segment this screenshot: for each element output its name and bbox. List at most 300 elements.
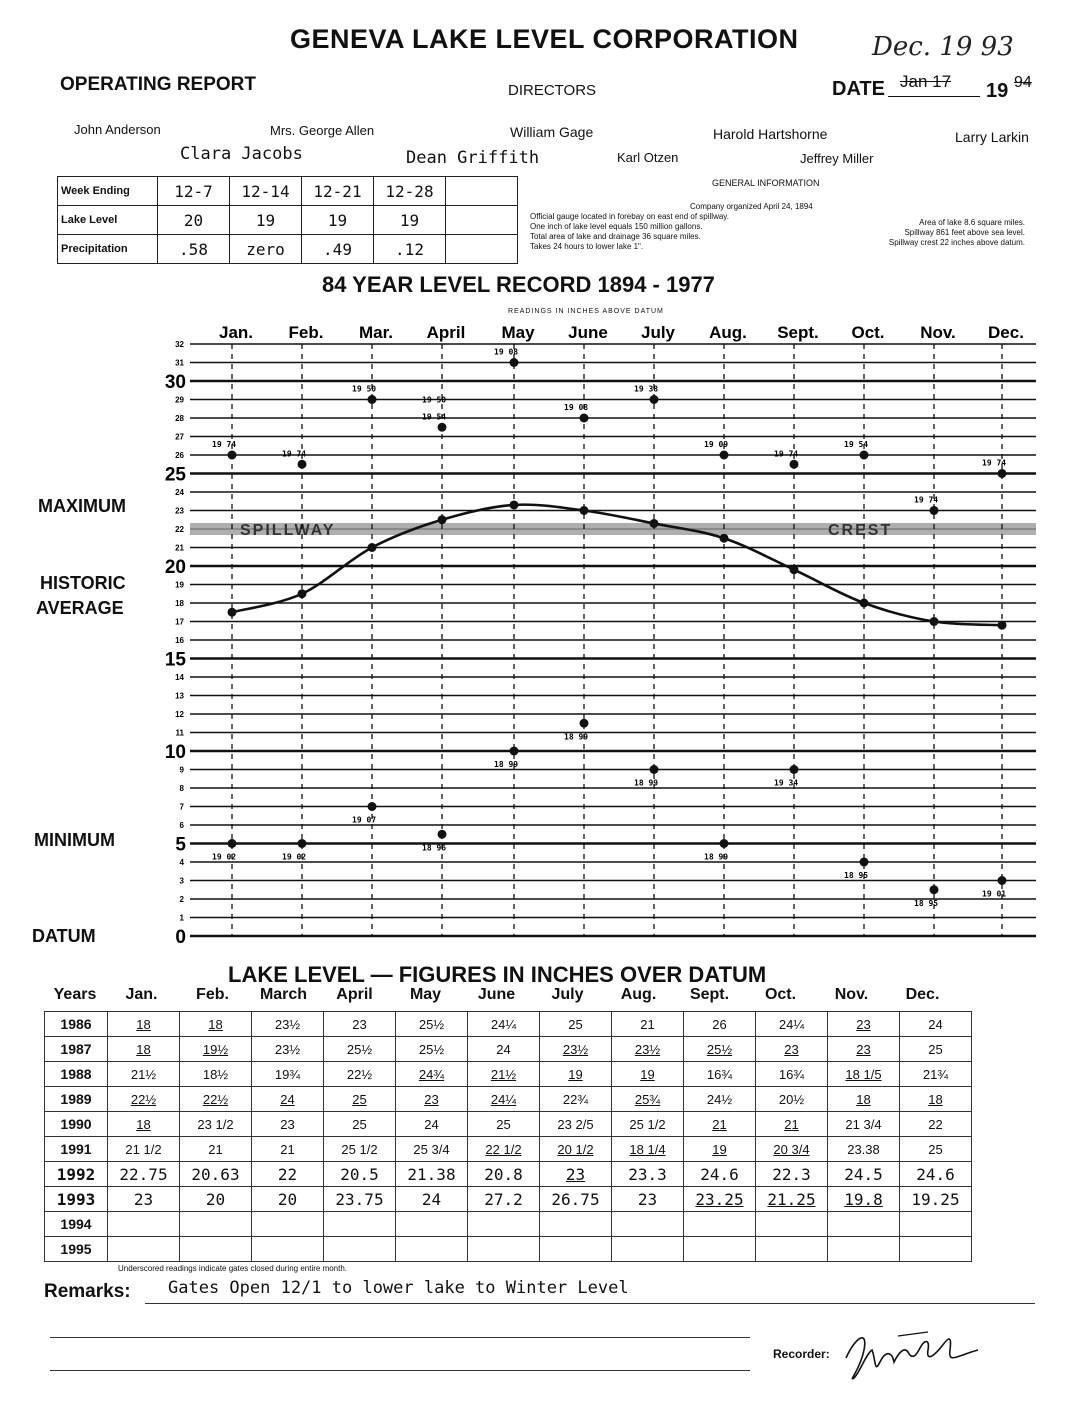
- table-row: [45, 1062, 972, 1087]
- minimum-year-label: 18 96: [422, 843, 447, 853]
- value-cell: 22.3: [756, 1162, 828, 1187]
- value-cell: 23 1/2: [180, 1112, 252, 1137]
- remarks-line: [145, 1303, 1035, 1304]
- value-cell: 25½: [684, 1037, 756, 1062]
- datum-label: DATUM: [32, 926, 96, 946]
- value-cell: [828, 1237, 900, 1262]
- level-cell: 19: [230, 206, 302, 235]
- column-header: Feb.: [196, 986, 229, 1003]
- value-cell: 19: [612, 1062, 684, 1087]
- value-cell: 16¾: [756, 1062, 828, 1087]
- table-row: [45, 1137, 972, 1162]
- value-cell: 22¾: [540, 1087, 612, 1112]
- info-organized: Company organized April 24, 1894: [690, 202, 813, 211]
- month-label: Feb.: [288, 323, 324, 342]
- month-label: Sept.: [777, 323, 819, 342]
- average-point: [228, 608, 237, 617]
- value-cell: 20 3/4: [756, 1137, 828, 1162]
- average-point: [860, 599, 869, 608]
- value-cell: 23½: [252, 1037, 324, 1062]
- y-tick-label: 25: [164, 464, 186, 486]
- value-cell: 23: [108, 1187, 180, 1212]
- maximum-point: [860, 451, 869, 460]
- value-cell: 25: [900, 1037, 972, 1062]
- value-cell: 19: [540, 1062, 612, 1087]
- director-name: Larry Larkin: [955, 129, 1029, 145]
- value-cell: 23.38: [828, 1137, 900, 1162]
- minimum-year-label: 18 99: [494, 760, 519, 769]
- value-cell: [324, 1212, 396, 1237]
- month-label: Mar.: [358, 323, 394, 342]
- value-cell: 24¼: [756, 1012, 828, 1037]
- column-header: Oct.: [764, 986, 797, 1003]
- maximum-point: [510, 358, 519, 367]
- column-header: Years: [53, 986, 97, 1003]
- director-name: Dean Griffith: [406, 148, 540, 168]
- year-cell: 1986: [45, 1012, 108, 1037]
- y-tick-label: 5: [175, 834, 186, 856]
- value-cell: 18: [108, 1037, 180, 1062]
- date-year-struck: 94: [1014, 74, 1032, 91]
- value-cell: [540, 1237, 612, 1262]
- info-line: Spillway 861 feet above sea level.: [904, 228, 1025, 237]
- precipitation-label: Precipitation: [58, 235, 158, 264]
- y-tick-label: 2: [179, 895, 184, 904]
- value-cell: 24: [252, 1087, 324, 1112]
- info-line: Area of lake 8.6 square miles.: [919, 218, 1025, 227]
- minimum-year-label: 19 34: [774, 778, 799, 788]
- minimum-year-label: 19 01: [982, 889, 1007, 899]
- value-cell: [612, 1212, 684, 1237]
- table-row: [45, 1087, 972, 1112]
- value-cell: [828, 1212, 900, 1237]
- value-cell: 25 1/2: [324, 1137, 396, 1162]
- value-cell: 25½: [396, 1012, 468, 1037]
- value-cell: 20.5: [324, 1162, 396, 1187]
- y-tick-label: 26: [175, 451, 184, 460]
- average-point: [650, 519, 659, 528]
- value-cell: 27.2: [468, 1187, 540, 1212]
- value-cell: [108, 1237, 180, 1262]
- handwritten-date: Dec. 19 93: [872, 32, 1014, 62]
- minimum-point: [368, 802, 377, 811]
- y-tick-label: 16: [175, 636, 184, 645]
- value-cell: 18: [108, 1112, 180, 1137]
- maximum-year-label: 19 74: [282, 449, 307, 459]
- historic-label: HISTORIC: [40, 573, 126, 593]
- week-cell: 12-14: [230, 177, 302, 206]
- recorder-signature: [838, 1316, 988, 1388]
- page-title: GENEVA LAKE LEVEL CORPORATION: [290, 24, 799, 54]
- value-cell: 21: [612, 1012, 684, 1037]
- value-cell: 21: [180, 1137, 252, 1162]
- week-cell: 12-21: [302, 177, 374, 206]
- maximum-point: [368, 395, 377, 404]
- value-cell: [540, 1212, 612, 1237]
- y-tick-label: 14: [175, 673, 184, 682]
- value-cell: 20.8: [468, 1162, 540, 1187]
- value-cell: [900, 1212, 972, 1237]
- minimum-year-label: 19 02: [282, 852, 307, 862]
- maximum-year-label: 19 09: [704, 440, 729, 449]
- minimum-year-label: 18 99: [704, 852, 729, 862]
- value-cell: 24¼: [468, 1087, 540, 1112]
- maximum-point: [228, 451, 237, 460]
- value-cell: 23: [756, 1037, 828, 1062]
- y-tick-label: 7: [179, 802, 184, 812]
- chart-subtitle: READINGS IN INCHES ABOVE DATUM: [508, 308, 664, 315]
- average-point: [720, 534, 729, 543]
- value-cell: 21¾: [900, 1062, 972, 1087]
- value-cell: 24: [396, 1187, 468, 1212]
- average-point: [580, 506, 589, 515]
- column-header: June: [477, 986, 516, 1003]
- value-cell: 24.6: [900, 1162, 972, 1187]
- value-cell: 24¾: [396, 1062, 468, 1087]
- value-cell: 23 2/5: [540, 1112, 612, 1137]
- y-tick-label: 18: [175, 599, 184, 608]
- value-cell: 22½: [324, 1062, 396, 1087]
- minimum-year-label: 18 95: [914, 898, 939, 908]
- maximum-point: [650, 395, 659, 404]
- value-cell: 18 1/4: [612, 1137, 684, 1162]
- value-cell: 25: [324, 1087, 396, 1112]
- y-tick-label: 12: [175, 710, 184, 719]
- value-cell: 23.3: [612, 1162, 684, 1187]
- precip-cell: zero: [230, 235, 302, 264]
- y-tick-label: 0: [175, 927, 186, 948]
- value-cell: 24: [468, 1037, 540, 1062]
- value-cell: 22½: [108, 1087, 180, 1112]
- year-cell: 1991: [45, 1137, 108, 1162]
- y-tick-label: 8: [179, 784, 184, 793]
- column-header: Nov.: [834, 986, 869, 1003]
- value-cell: 18 1/5: [828, 1062, 900, 1087]
- maximum-year-label: 19 50: [352, 384, 377, 394]
- value-cell: 20½: [756, 1087, 828, 1112]
- value-cell: 20 1/2: [540, 1137, 612, 1162]
- value-cell: 21: [756, 1112, 828, 1137]
- y-tick-label: 20: [164, 557, 186, 578]
- y-tick-label: 15: [164, 649, 186, 671]
- director-name: Karl Otzen: [617, 150, 679, 165]
- director-name: Clara Jacobs: [180, 144, 303, 164]
- value-cell: 18: [900, 1087, 972, 1112]
- value-cell: 24.6: [684, 1162, 756, 1187]
- maximum-year-label: 19 54: [844, 440, 869, 449]
- average-point: [438, 515, 447, 524]
- year-cell: 1987: [45, 1037, 108, 1062]
- year-cell: 1988: [45, 1062, 108, 1087]
- average-point: [368, 543, 377, 552]
- average-point: [298, 589, 307, 598]
- value-cell: [684, 1212, 756, 1237]
- value-cell: 25: [324, 1112, 396, 1137]
- value-cell: 19.8: [828, 1187, 900, 1212]
- maximum-point: [580, 414, 589, 423]
- table-row: [45, 1237, 972, 1262]
- date-year-prefix: 19: [986, 80, 1009, 102]
- minimum-point: [650, 765, 659, 774]
- director-name: William Gage: [510, 124, 594, 140]
- value-cell: [468, 1212, 540, 1237]
- value-cell: 23.75: [324, 1187, 396, 1212]
- minimum-point: [790, 765, 799, 774]
- value-cell: 25 3/4: [396, 1137, 468, 1162]
- maximum-point: [438, 423, 447, 432]
- column-header: May: [409, 986, 442, 1003]
- value-cell: 24.5: [828, 1162, 900, 1187]
- value-cell: 22: [252, 1162, 324, 1187]
- value-cell: 23½: [252, 1012, 324, 1037]
- month-label: May: [501, 323, 535, 342]
- year-cell: 1990: [45, 1112, 108, 1137]
- column-header: Aug.: [620, 986, 657, 1003]
- table-row: [45, 1187, 972, 1212]
- general-info-heading: GENERAL INFORMATION: [712, 178, 820, 188]
- value-cell: 19¾: [252, 1062, 324, 1087]
- average-point: [998, 621, 1007, 630]
- week-cell: 12-28: [374, 177, 446, 206]
- maximum-year-label: 19 50: [422, 395, 447, 405]
- y-tick-label: 1: [179, 913, 184, 923]
- remarks-label: Remarks:: [44, 1281, 131, 1302]
- value-cell: 21 3/4: [828, 1112, 900, 1137]
- month-label: April: [426, 323, 466, 342]
- value-cell: 23½: [540, 1037, 612, 1062]
- year-cell: 1992: [45, 1162, 108, 1187]
- value-cell: [612, 1237, 684, 1262]
- table-row: [45, 1162, 972, 1187]
- table-row: [45, 1212, 972, 1237]
- value-cell: 16¾: [684, 1062, 756, 1087]
- director-name: Jeffrey Miller: [800, 151, 874, 166]
- value-cell: 21 1/2: [108, 1137, 180, 1162]
- average-point: [510, 500, 519, 509]
- value-cell: [756, 1212, 828, 1237]
- y-tick-label: 31: [175, 358, 184, 368]
- minimum-point: [298, 839, 307, 848]
- minimum-year-label: 18 99: [634, 778, 659, 788]
- remarks-text: Gates Open 12/1 to lower lake to Winter Level: [168, 1278, 629, 1298]
- value-cell: [756, 1237, 828, 1262]
- value-cell: 25¾: [612, 1087, 684, 1112]
- lake-table-title: LAKE LEVEL — FIGURES IN INCHES OVER DATUM: [228, 962, 767, 987]
- crest-label: CREST: [828, 522, 893, 539]
- value-cell: 25: [540, 1012, 612, 1037]
- week-ending-label: Week Ending: [58, 177, 158, 206]
- value-cell: [900, 1237, 972, 1262]
- value-cell: 26: [684, 1012, 756, 1037]
- value-cell: 25: [468, 1112, 540, 1137]
- spillway-label: SPILLWAY: [240, 522, 336, 539]
- week-cell: 12-7: [158, 177, 230, 206]
- value-cell: 20: [180, 1187, 252, 1212]
- maximum-point: [298, 460, 307, 469]
- value-cell: 21.38: [396, 1162, 468, 1187]
- maximum-point: [998, 469, 1007, 478]
- maximum-year-label: 19 74: [212, 440, 237, 449]
- y-tick-label: 23: [175, 506, 184, 516]
- value-cell: 21.25: [756, 1187, 828, 1212]
- directors-label: DIRECTORS: [508, 82, 597, 99]
- y-tick-label: 21: [175, 543, 184, 553]
- month-label: July: [640, 323, 676, 342]
- value-cell: 21: [252, 1137, 324, 1162]
- info-line: One inch of lake level equals 150 million gallons.: [530, 222, 703, 231]
- date-struck: Jan 17: [900, 72, 952, 91]
- year-cell: 1994: [45, 1212, 108, 1237]
- value-cell: 23: [324, 1012, 396, 1037]
- column-header: April: [336, 986, 373, 1003]
- value-cell: 19: [684, 1137, 756, 1162]
- precip-cell: .58: [158, 235, 230, 264]
- value-cell: 23: [252, 1112, 324, 1137]
- value-cell: 23: [612, 1187, 684, 1212]
- y-tick-label: 6: [179, 821, 184, 830]
- footnote: Underscored readings indicate gates closed during entire month.: [118, 1264, 348, 1273]
- average-point: [790, 565, 799, 574]
- month-label: Aug.: [709, 323, 747, 342]
- month-label: Dec.: [988, 323, 1024, 342]
- value-cell: [324, 1237, 396, 1262]
- value-cell: [684, 1237, 756, 1262]
- y-tick-label: 13: [175, 691, 184, 701]
- y-tick-label: 9: [179, 765, 184, 775]
- average-label: AVERAGE: [36, 598, 124, 618]
- value-cell: 24: [900, 1012, 972, 1037]
- value-cell: 18: [180, 1012, 252, 1037]
- value-cell: [468, 1237, 540, 1262]
- value-cell: [252, 1237, 324, 1262]
- level-cell: 19: [374, 206, 446, 235]
- value-cell: 21: [684, 1112, 756, 1137]
- value-cell: 24: [396, 1112, 468, 1137]
- value-cell: 23: [828, 1037, 900, 1062]
- value-cell: 25½: [324, 1037, 396, 1062]
- remarks-line: [50, 1337, 750, 1338]
- value-cell: 25: [900, 1137, 972, 1162]
- y-tick-label: 17: [175, 617, 184, 627]
- average-point: [930, 617, 939, 626]
- value-cell: 22½: [180, 1087, 252, 1112]
- minimum-point: [228, 839, 237, 848]
- y-tick-label: 30: [164, 372, 186, 393]
- remarks-line: [50, 1370, 750, 1371]
- column-header: Sept.: [689, 986, 730, 1003]
- minimum-point: [510, 747, 519, 756]
- value-cell: 21½: [468, 1062, 540, 1087]
- lake-level-label: Lake Level: [58, 206, 158, 235]
- maximum-year-label: 19 08: [494, 347, 519, 357]
- y-tick-label: 28: [175, 414, 184, 423]
- value-cell: 25½: [396, 1037, 468, 1062]
- recorder-label: Recorder:: [773, 1347, 830, 1361]
- minimum-point: [720, 839, 729, 848]
- info-line: Total area of lake and drainage 36 square miles.: [530, 232, 701, 241]
- table-row: [45, 1012, 972, 1037]
- value-cell: 23½: [612, 1037, 684, 1062]
- value-cell: 20.63: [180, 1162, 252, 1187]
- y-tick-label: 29: [175, 395, 184, 405]
- year-cell: 1995: [45, 1237, 108, 1262]
- column-header: July: [551, 986, 584, 1003]
- y-tick-label: 32: [175, 340, 184, 349]
- minimum-point: [998, 876, 1007, 885]
- value-cell: 23: [828, 1012, 900, 1037]
- maximum-year-label: 19 74: [982, 458, 1007, 468]
- value-cell: 22 1/2: [468, 1137, 540, 1162]
- y-tick-label: 3: [179, 876, 184, 886]
- director-name: John Anderson: [74, 122, 161, 137]
- minimum-point: [860, 858, 869, 867]
- precip-cell: .49: [302, 235, 374, 264]
- precip-cell: .12: [374, 235, 446, 264]
- minimum-year-label: 18 99: [564, 732, 589, 742]
- info-line: Spillway crest 22 inches above datum.: [888, 238, 1025, 247]
- year-cell: 1993: [45, 1187, 108, 1212]
- level-cell: 19: [302, 206, 374, 235]
- value-cell: 21½: [108, 1062, 180, 1087]
- minimum-year-label: 19 07: [352, 815, 377, 825]
- value-cell: [396, 1212, 468, 1237]
- info-line: Takes 24 hours to lower lake 1".: [530, 242, 644, 251]
- value-cell: 19.25: [900, 1187, 972, 1212]
- chart-title: 84 YEAR LEVEL RECORD 1894 - 1977: [322, 272, 715, 297]
- column-header: Jan.: [125, 986, 158, 1003]
- value-cell: 24½: [684, 1087, 756, 1112]
- maximum-point: [930, 506, 939, 515]
- maximum-label: MAXIMUM: [38, 496, 126, 516]
- value-cell: 23.25: [684, 1187, 756, 1212]
- year-cell: 1989: [45, 1087, 108, 1112]
- y-tick-label: 11: [175, 728, 184, 738]
- maximum-year-label: 19 38: [634, 384, 659, 394]
- month-label: Jan.: [218, 323, 254, 342]
- value-cell: 19½: [180, 1037, 252, 1062]
- director-name: Mrs. George Allen: [270, 123, 375, 138]
- column-header: March: [259, 986, 308, 1003]
- month-label: Oct.: [851, 323, 885, 342]
- value-cell: [252, 1212, 324, 1237]
- month-label: Nov.: [920, 323, 956, 342]
- value-cell: 24¼: [468, 1012, 540, 1037]
- lake-level-table: [44, 1011, 972, 1262]
- value-cell: 23: [540, 1162, 612, 1187]
- value-cell: 18½: [180, 1062, 252, 1087]
- value-cell: [180, 1237, 252, 1262]
- maximum-point: [790, 460, 799, 469]
- minimum-label: MINIMUM: [34, 830, 115, 850]
- maximum-year-label: 19 54: [422, 412, 447, 422]
- value-cell: [180, 1212, 252, 1237]
- value-cell: 25 1/2: [612, 1112, 684, 1137]
- maximum-year-label: 19 74: [914, 495, 939, 505]
- minimum-point: [930, 885, 939, 894]
- value-cell: 22.75: [108, 1162, 180, 1187]
- minimum-year-label: 19 02: [212, 852, 237, 862]
- value-cell: 18: [828, 1087, 900, 1112]
- info-line: Official gauge located in forebay on east end of spillway.: [530, 212, 729, 221]
- y-tick-label: 4: [179, 858, 184, 867]
- value-cell: [108, 1212, 180, 1237]
- column-header: Dec.: [905, 986, 940, 1003]
- y-tick-label: 27: [175, 432, 184, 442]
- value-cell: 20: [252, 1187, 324, 1212]
- minimum-year-label: 18 95: [844, 871, 869, 880]
- operating-report-label: OPERATING REPORT: [60, 74, 256, 95]
- month-label: June: [568, 323, 608, 342]
